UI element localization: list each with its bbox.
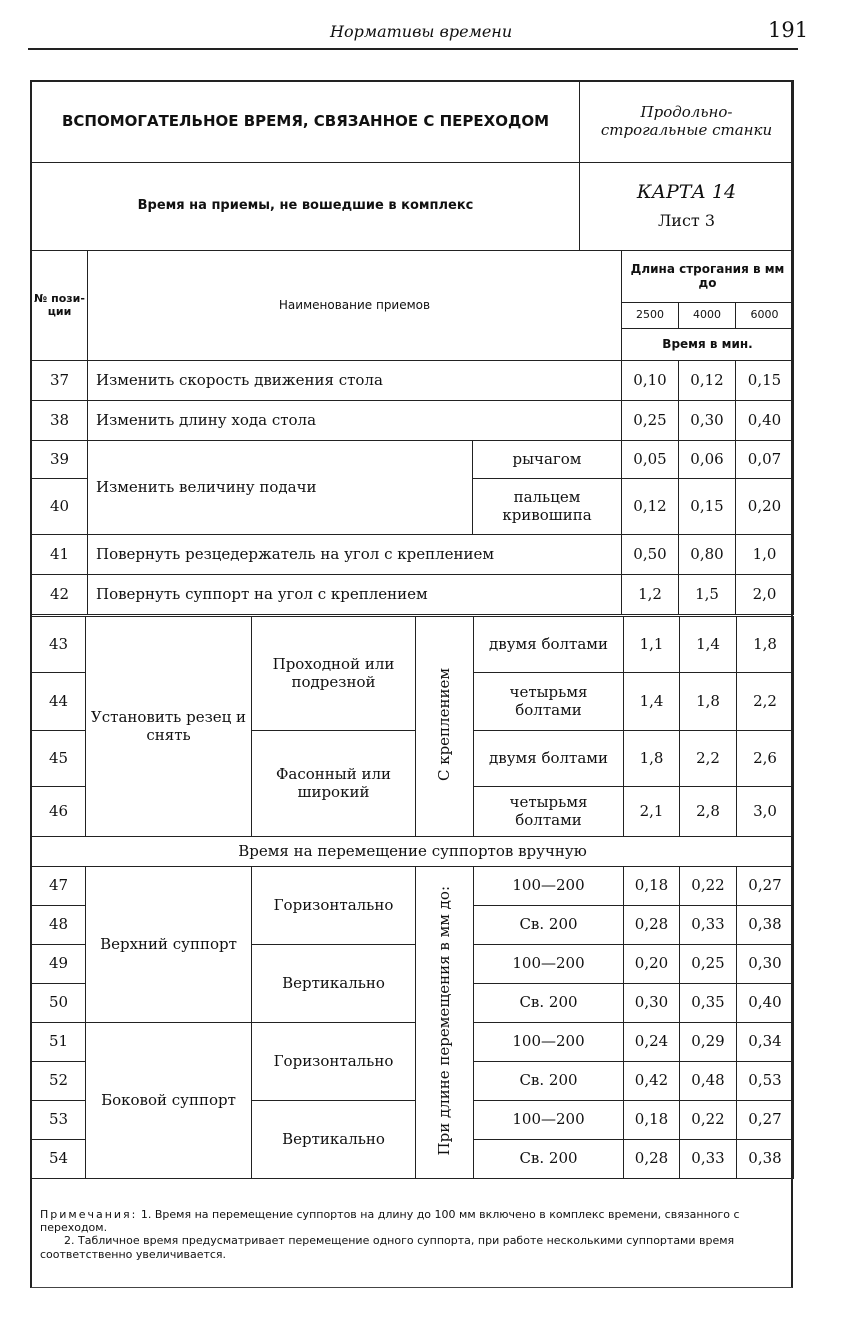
value-cell: 0,12 [622,479,679,535]
position-cell: 48 [32,906,86,945]
value-cell: 0,07 [736,441,794,479]
value-cell: 0,35 [680,984,737,1023]
support-name: Верхний суппорт [86,867,252,1023]
value-cell: 0,48 [680,1062,737,1101]
notes-label: Примечания: [40,1208,138,1221]
value-cell: 1,8 [737,617,794,673]
position-cell: 41 [32,535,88,575]
value-cell: 2,2 [680,731,737,787]
times-table-top [31,250,794,615]
value-cell: 2,6 [737,731,794,787]
value-cell: 0,06 [679,441,736,479]
position-cell: 50 [32,984,86,1023]
value-cell: 0,28 [624,1140,680,1179]
card-id-cell [580,163,794,251]
value-cell: 0,27 [737,867,794,906]
position-cell: 39 [32,441,88,479]
note-1 [40,1208,785,1234]
table-row [32,617,794,673]
title-block [31,80,794,251]
range-cell: 100—200 [474,1023,624,1062]
position-cell: 40 [32,479,88,535]
running-header-title: Нормативы времени [330,22,513,41]
value-cell: 0,18 [624,867,680,906]
value-cell: 0,27 [737,1101,794,1140]
value-cell: 0,42 [624,1062,680,1101]
bolts-cell: двумя болтами [474,617,624,673]
value-cell: 0,29 [680,1023,737,1062]
value-cell: 0,33 [680,1140,737,1179]
value-cell: 0,15 [736,361,794,401]
value-cell: 1,8 [624,731,680,787]
value-cell: 2,8 [680,787,737,837]
value-cell: 0,40 [737,984,794,1023]
position-cell: 51 [32,1023,86,1062]
position-cell: 43 [32,617,86,673]
operation-name: Повернуть резцедержатель на угол с креплением [88,535,622,575]
value-cell: 0,05 [622,441,679,479]
table-row [32,441,794,479]
value-cell: 1,4 [680,617,737,673]
operation-name: Изменить длину хода стола [88,401,622,441]
position-cell: 44 [32,673,86,731]
value-cell: 2,2 [737,673,794,731]
fastening-label: С креплением [434,667,453,781]
card-subtitle: Время на приемы, не вошедшие в комплекс [32,163,580,251]
value-cell: 0,18 [624,1101,680,1140]
value-cell: 0,38 [737,906,794,945]
move-length-cell [416,867,474,1179]
value-cell: 0,22 [680,1101,737,1140]
value-cell: 0,25 [622,401,679,441]
length-4000: 4000 [679,303,736,329]
col-header-name: Наименование приемов [88,251,622,361]
machine-type: Продольно-строгальные станки [580,81,794,163]
move-length-label: При длине перемещения в мм до: [434,885,453,1156]
value-cell: 0,28 [624,906,680,945]
value-cell: 0,24 [624,1023,680,1062]
range-cell: Св. 200 [474,1062,624,1101]
position-cell: 45 [32,731,86,787]
value-cell: 2,1 [624,787,680,837]
range-cell: 100—200 [474,945,624,984]
value-cell: 3,0 [737,787,794,837]
card-number: КАРТА 14 [636,181,737,204]
value-cell: 0,30 [737,945,794,984]
cutter-group-label: Фасонный или широкий [252,731,416,837]
header-rule [28,48,798,50]
position-cell: 46 [32,787,86,837]
bolts-cell: четырьмя болтами [474,673,624,731]
value-cell: 1,0 [736,535,794,575]
range-cell: Св. 200 [474,906,624,945]
value-cell: 0,40 [736,401,794,441]
value-cell: 0,30 [679,401,736,441]
range-cell: 100—200 [474,1101,624,1140]
position-cell: 53 [32,1101,86,1140]
value-cell: 1,5 [679,575,736,615]
value-cell: 0,20 [624,945,680,984]
length-6000: 6000 [736,303,794,329]
table-row [32,535,794,575]
value-cell: 0,30 [624,984,680,1023]
operation-name: Повернуть суппорт на угол с креплением [88,575,622,615]
support-name: Боковой суппорт [86,1023,252,1179]
operation-detail: пальцем кривошипа [473,479,622,535]
value-cell: 0,53 [737,1062,794,1101]
value-cell: 0,50 [622,535,679,575]
fastening-cell [416,617,474,837]
table-row [32,575,794,615]
position-cell: 38 [32,401,88,441]
operation-detail: рычагом [473,441,622,479]
table-row [32,867,794,906]
table-row [32,1023,794,1062]
col-header-position: № пози-ции [32,251,88,361]
value-cell: 1,4 [624,673,680,731]
operation-name: Изменить величину подачи [88,441,473,535]
position-cell: 37 [32,361,88,401]
value-cell: 0,80 [679,535,736,575]
direction-label: Вертикально [252,945,416,1023]
operation-name: Изменить скорость движения стола [88,361,622,401]
value-cell: 0,33 [680,906,737,945]
position-cell: 49 [32,945,86,984]
value-cell: 1,2 [622,575,679,615]
range-cell: 100—200 [474,867,624,906]
value-cell: 0,15 [679,479,736,535]
direction-label: Горизонтально [252,1023,416,1101]
value-cell: 0,25 [680,945,737,984]
position-cell: 42 [32,575,88,615]
times-table-bottom [31,616,794,1179]
value-cell: 0,10 [622,361,679,401]
length-2500: 2500 [622,303,679,329]
table-row [32,361,794,401]
note-1-text: 1. Время на перемещение суппортов на длину до 100 мм включено в комплекс времени, связанного с переходом. [40,1208,740,1235]
position-cell: 52 [32,1062,86,1101]
manual-section-heading: Время на перемещение суппортов вручную [32,837,794,867]
col-header-length: Длина строгания в мм до [622,251,794,303]
bolts-cell: четырьмя болтами [474,787,624,837]
range-cell: Св. 200 [474,984,624,1023]
notes-block [40,1208,785,1261]
sheet-number: Лист 3 [657,211,716,231]
bolts-cell: двумя болтами [474,731,624,787]
operation-name: Установить резец и снять [86,617,252,837]
note-2: 2. Табличное время предусматривает перемещение одного суппорта, при работе несколькими суппортами время соответственно увеличивается. [40,1234,735,1261]
table-row [32,401,794,441]
position-cell: 47 [32,867,86,906]
direction-label: Горизонтально [252,867,416,945]
page-number: 191 [768,18,809,42]
range-cell: Св. 200 [474,1140,624,1179]
value-cell: 0,38 [737,1140,794,1179]
direction-label: Вертикально [252,1101,416,1179]
value-cell: 2,0 [736,575,794,615]
value-cell: 1,1 [624,617,680,673]
value-cell: 1,8 [680,673,737,731]
value-cell: 0,34 [737,1023,794,1062]
time-unit-label: Время в мин. [622,329,794,361]
cutter-group-label: Проходной или подрезной [252,617,416,731]
card-title: ВСПОМОГАТЕЛЬНОЕ ВРЕМЯ, СВЯЗАННОЕ С ПЕРЕХОДОМ [32,81,580,163]
value-cell: 0,22 [680,867,737,906]
value-cell: 0,20 [736,479,794,535]
value-cell: 0,12 [679,361,736,401]
position-cell: 54 [32,1140,86,1179]
